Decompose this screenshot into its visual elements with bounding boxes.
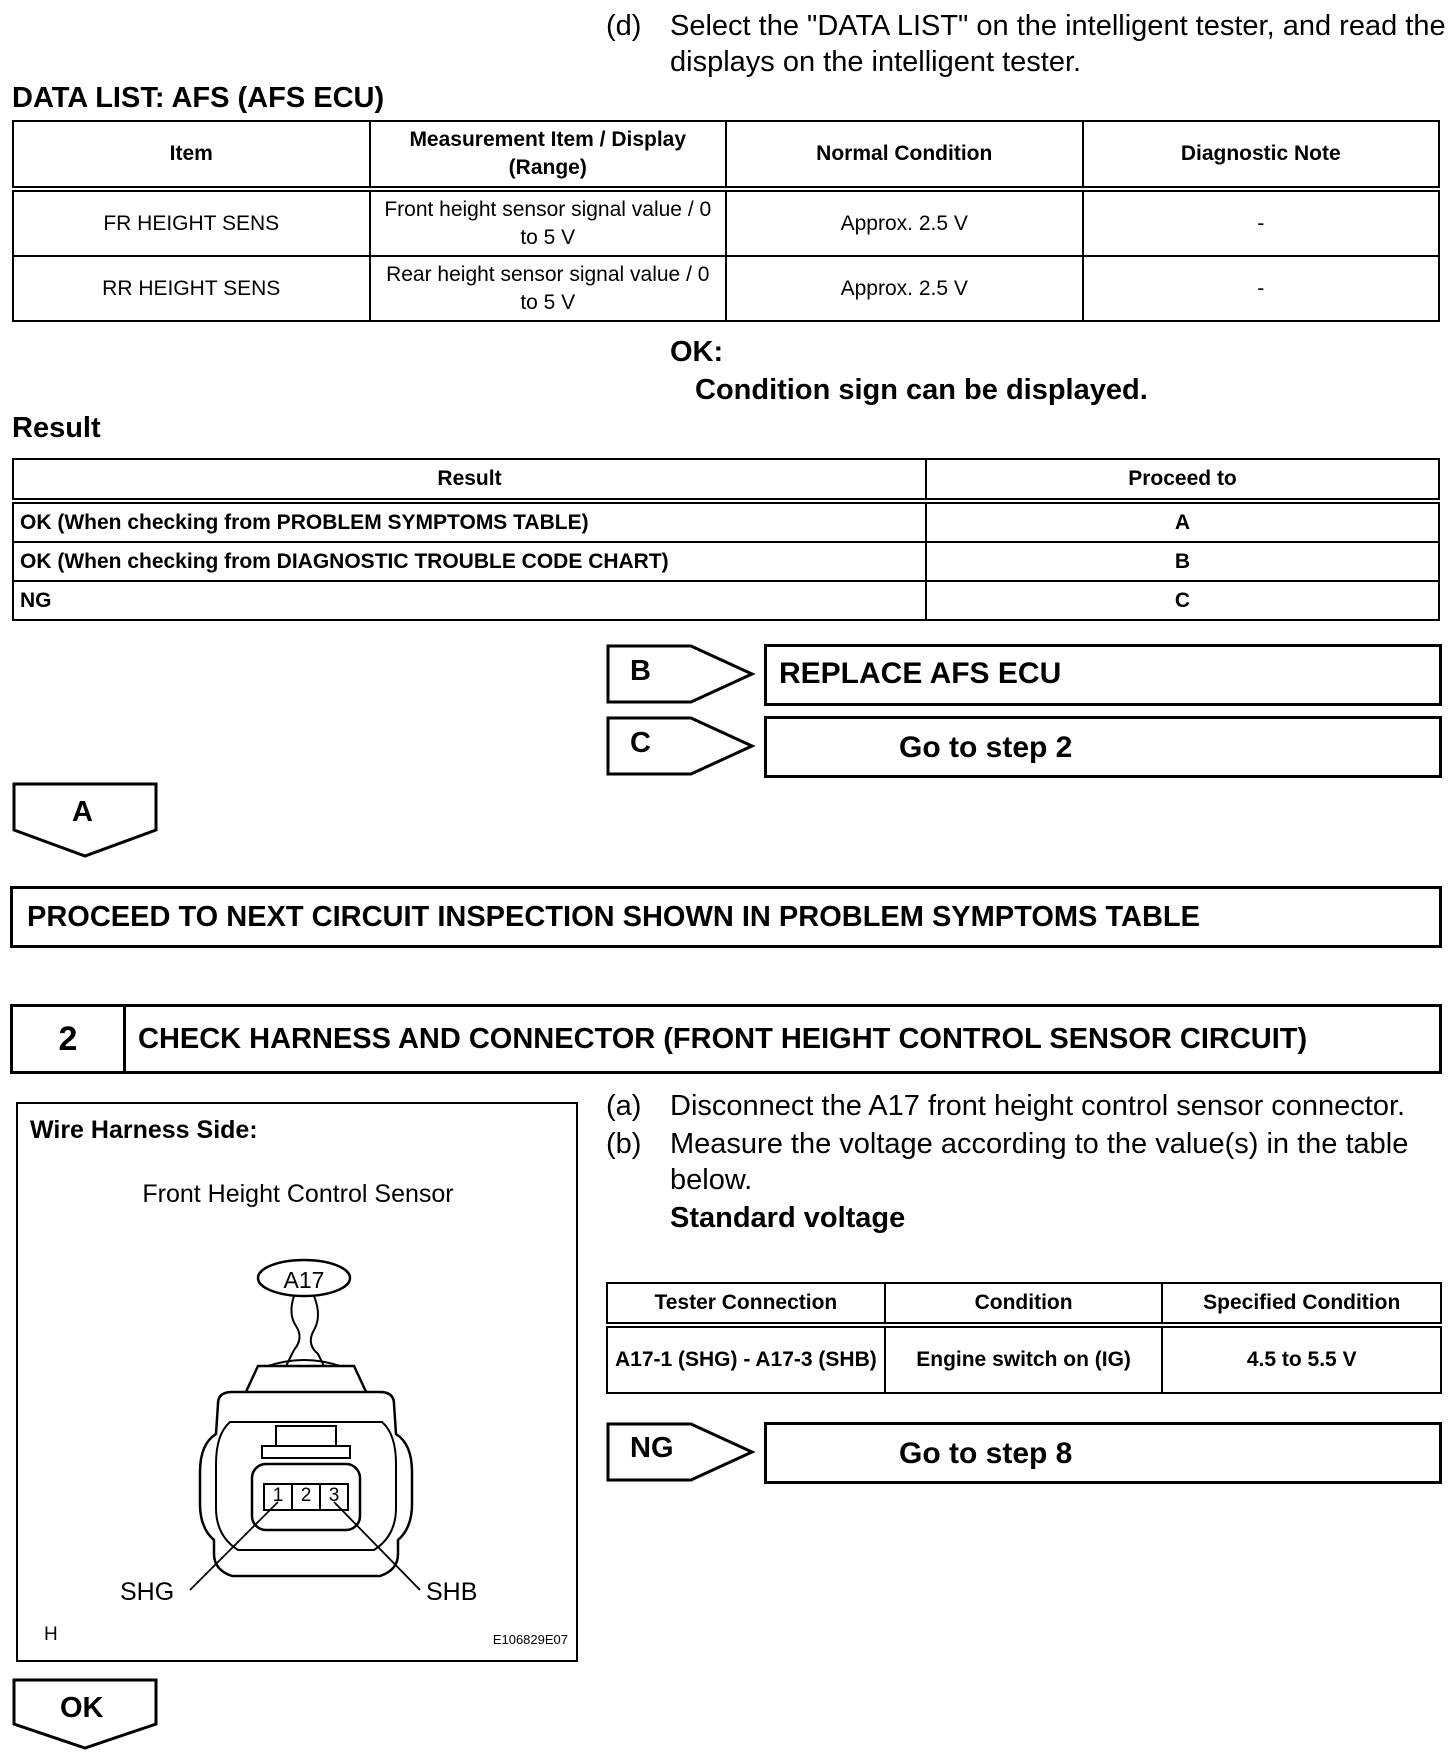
data-list-table bbox=[12, 120, 1440, 322]
table-cell: Engine switch on (IG) bbox=[885, 1325, 1163, 1393]
table-row bbox=[607, 1325, 1441, 1393]
connector-figure bbox=[16, 1102, 578, 1662]
table-cell: A17-1 (SHG) - A17-3 (SHB) bbox=[607, 1325, 885, 1393]
instruction-a bbox=[606, 1088, 1446, 1124]
standard-voltage-header-row bbox=[607, 1283, 1441, 1325]
instruction-b-text: Measure the voltage according to the value(s) in the table below. bbox=[670, 1128, 1409, 1196]
table-cell: Approx. 2.5 V bbox=[726, 256, 1083, 321]
branch-a-code: A bbox=[72, 796, 93, 828]
ng-action: Go to step 8 bbox=[899, 1437, 1073, 1470]
instruction-a-text: Disconnect the A17 front height control sensor connector. bbox=[670, 1090, 1406, 1122]
table-cell: Approx. 2.5 V bbox=[726, 189, 1083, 256]
figure-id: E106829E07 bbox=[492, 1632, 568, 1647]
instruction-b bbox=[606, 1126, 1446, 1198]
instruction-a-label: (a) bbox=[606, 1090, 642, 1122]
instruction-b-label: (b) bbox=[606, 1128, 642, 1160]
step-2-header bbox=[10, 1004, 1442, 1074]
instructions bbox=[606, 1088, 1446, 1236]
result-title: Result bbox=[12, 412, 101, 444]
standard-voltage-header: Condition bbox=[885, 1283, 1163, 1325]
standard-voltage-row bbox=[606, 1200, 1446, 1236]
connector-drawing bbox=[18, 1104, 578, 1662]
table-cell: Front height sensor signal value / 0 to 5 V bbox=[370, 189, 727, 256]
data-list-header: Diagnostic Note bbox=[1083, 121, 1440, 189]
result-header: Result bbox=[13, 459, 926, 501]
branch-a-action: PROCEED TO NEXT CIRCUIT INSPECTION SHOWN IN PROBLEM SYMPTOMS TABLE bbox=[27, 901, 1200, 933]
ng-branch-arrow bbox=[606, 1422, 756, 1482]
table-row bbox=[13, 542, 1439, 581]
table-cell: - bbox=[1083, 256, 1440, 321]
data-list-header-row bbox=[13, 121, 1439, 189]
connector-code: A17 bbox=[283, 1267, 325, 1293]
shg-label: SHG bbox=[120, 1578, 175, 1606]
table-cell: FR HEIGHT SENS bbox=[13, 189, 370, 256]
replace-afs-ecu-box bbox=[764, 644, 1442, 706]
standard-voltage-header: Tester Connection bbox=[607, 1283, 885, 1325]
shb-label: SHB bbox=[426, 1578, 478, 1606]
result-header: Proceed to bbox=[926, 459, 1439, 501]
table-row bbox=[13, 189, 1439, 256]
branch-c-action: Go to step 2 bbox=[899, 731, 1073, 764]
go-to-step-8-box bbox=[764, 1422, 1442, 1484]
branch-c-code: C bbox=[630, 727, 651, 759]
step-d-label: (d) bbox=[606, 10, 642, 42]
corner-mark: H bbox=[44, 1624, 58, 1645]
go-to-step-2-box bbox=[764, 716, 1442, 778]
branch-b-action: REPLACE AFS ECU bbox=[779, 657, 1062, 690]
table-row bbox=[13, 256, 1439, 321]
table-cell: A bbox=[926, 501, 1439, 542]
result-header-row bbox=[13, 459, 1439, 501]
data-list-header: Normal Condition bbox=[726, 121, 1083, 189]
figure-subtitle: Front Height Control Sensor bbox=[142, 1180, 454, 1208]
branch-b-arrow bbox=[606, 644, 756, 704]
ok-label: OK: bbox=[670, 336, 724, 368]
standard-voltage-table bbox=[606, 1282, 1442, 1394]
pin-3: 3 bbox=[328, 1485, 340, 1506]
step-2-number: 2 bbox=[13, 1007, 126, 1071]
table-row bbox=[13, 581, 1439, 620]
step-d bbox=[606, 8, 1446, 80]
table-cell: RR HEIGHT SENS bbox=[13, 256, 370, 321]
standard-voltage-title: Standard voltage bbox=[670, 1202, 906, 1234]
data-list-header: Item bbox=[13, 121, 370, 189]
pin-1: 1 bbox=[272, 1485, 284, 1506]
data-list-title: DATA LIST: AFS (AFS ECU) bbox=[12, 82, 385, 114]
step-d-text: Select the "DATA LIST" on the intelligent tester, and read the displays on the intelligent tester. bbox=[670, 10, 1446, 78]
branch-b-code: B bbox=[630, 655, 651, 687]
standard-voltage-header: Specified Condition bbox=[1162, 1283, 1441, 1325]
data-list-header: Measurement Item / Display (Range) bbox=[370, 121, 727, 189]
table-cell: B bbox=[926, 542, 1439, 581]
pin-2: 2 bbox=[300, 1485, 312, 1506]
table-cell: OK (When checking from DIAGNOSTIC TROUBLE CODE CHART) bbox=[13, 542, 926, 581]
table-cell: NG bbox=[13, 581, 926, 620]
table-cell: 4.5 to 5.5 V bbox=[1162, 1325, 1441, 1393]
figure-heading: Wire Harness Side: bbox=[30, 1116, 258, 1144]
ok-condition-text: Condition sign can be displayed. bbox=[695, 374, 1148, 406]
table-cell: - bbox=[1083, 189, 1440, 256]
table-cell: C bbox=[926, 581, 1439, 620]
result-table bbox=[12, 458, 1440, 621]
branch-c-arrow bbox=[606, 716, 756, 776]
table-row bbox=[13, 501, 1439, 542]
step-2-title: CHECK HARNESS AND CONNECTOR (FRONT HEIGHT CONTROL SENSOR CIRCUIT) bbox=[138, 1022, 1308, 1055]
ng-code: NG bbox=[630, 1432, 674, 1464]
proceed-next-circuit-box bbox=[10, 886, 1442, 948]
ok-next-code: OK bbox=[60, 1692, 104, 1724]
table-cell: OK (When checking from PROBLEM SYMPTOMS TABLE) bbox=[13, 501, 926, 542]
table-cell: Rear height sensor signal value / 0 to 5 V bbox=[370, 256, 727, 321]
